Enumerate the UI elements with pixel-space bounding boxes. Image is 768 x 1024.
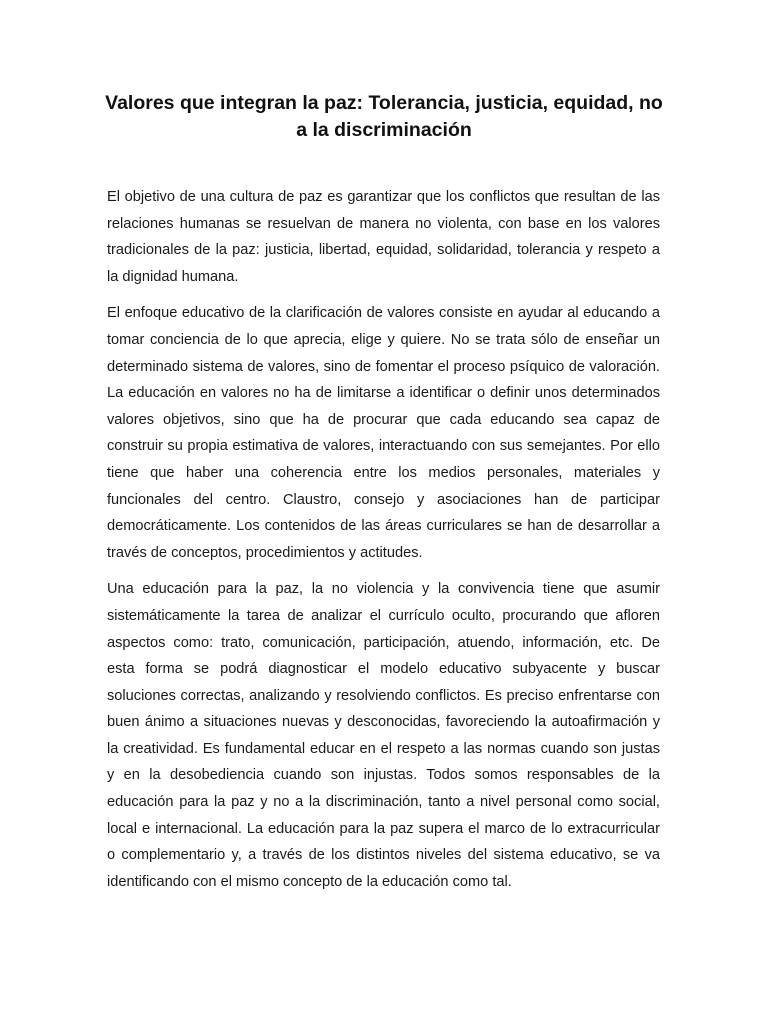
document-body	[107, 184, 660, 905]
document-title: Valores que integran la paz: Tolerancia, justicia, equidad, no a la discriminación	[105, 92, 663, 141]
paragraph-2: El enfoque educativo de la clarificación de valores consiste en ayudar al educando a tomar conciencia de lo que aprecia, elige y quiere. No se trata sólo de enseñar un determinado sistema de valores, sino de fomentar el proceso psíquico de valoración. La educación en valores no ha de limitarse a identificar o definir unos determinados valores objetivos, sino que ha de procurar que cada educando sea capaz de construir su propia estimativa de valores, interactuando con sus semejantes. Por ello tiene que haber una coherencia entre los medios personales, materiales y funcionales del centro. Claustro, consejo y asociaciones han de participar democráticamente. Los contenidos de las áreas curriculares se han de desarrollar a través de conceptos, procedimientos y actitudes.	[107, 305, 660, 561]
paragraph-3: Una educación para la paz, la no violencia y la convivencia tiene que asumir sistemáticamente la tarea de analizar el currículo oculto, procurando que afloren aspectos como: trato, comunicación, participación, atuendo, información, etc. De esta forma se podrá diagnosticar el modelo educativo subyacente y buscar soluciones correctas, analizando y resolviendo conflictos. Es preciso enfrentarse con buen ánimo a situaciones nuevas y desconocidas, favoreciendo la autoafirmación y la creatividad. Es fundamental educar en el respeto a las normas cuando son justas y en la desobediencia cuando son injustas. Todos somos responsables de la educación para la paz y no a la discriminación, tanto a nivel personal como social, local e internacional. La educación para la paz supera el marco de lo extracurricular o complementario y, a través de los distintos niveles del sistema educativo, se va identificando con el mismo concepto de la educación como tal.	[107, 581, 660, 890]
paragraph-1: El objetivo de una cultura de paz es garantizar que los conflictos que resultan de las relaciones humanas se resuelvan de manera no violenta, con base en los valores tradicionales de la paz: justicia, libertad, equidad, solidaridad, tolerancia y respeto a la dignidad humana.	[107, 189, 660, 285]
